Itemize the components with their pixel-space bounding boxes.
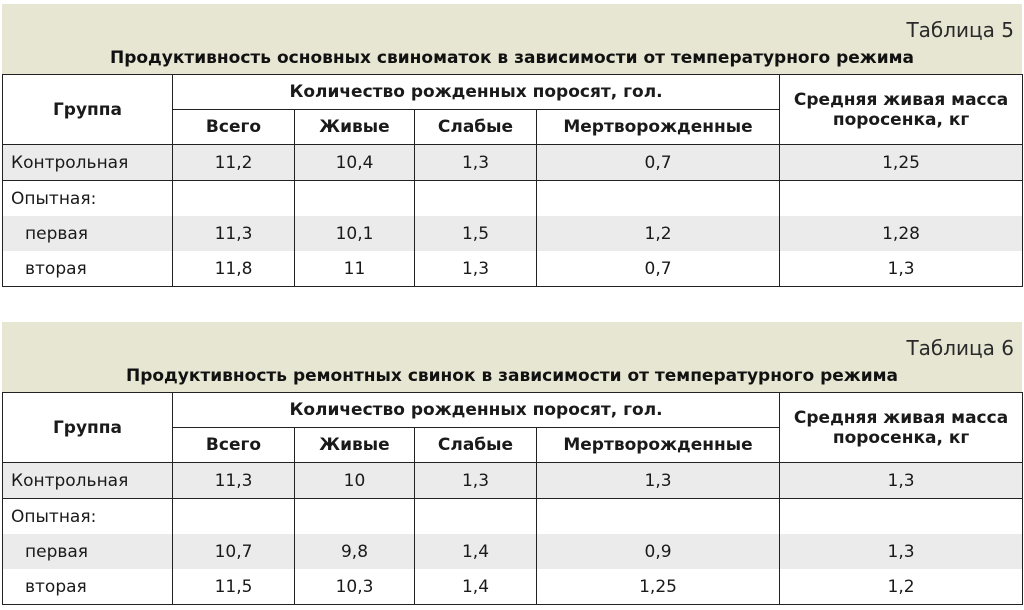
cell-mass bbox=[780, 499, 1023, 535]
cell-weak bbox=[415, 499, 537, 535]
cell-alive: 11 bbox=[295, 251, 415, 287]
table-5-number: Таблица 5 bbox=[906, 18, 1014, 42]
cell-stillborn: 0,7 bbox=[537, 251, 780, 287]
cell-alive: 10 bbox=[295, 463, 415, 499]
cell-alive: 9,8 bbox=[295, 534, 415, 569]
cell-stillborn: 1,2 bbox=[537, 216, 780, 251]
table-row bbox=[3, 499, 1023, 535]
cell-total: 11,5 bbox=[173, 569, 295, 605]
cell-stillborn: 0,7 bbox=[537, 145, 780, 181]
cell-weak: 1,5 bbox=[415, 216, 537, 251]
cell-group: Опытная: bbox=[3, 499, 173, 535]
cell-group: первая bbox=[3, 534, 173, 569]
header-born: Количество рожденных поросят, гол. bbox=[173, 75, 780, 110]
cell-alive bbox=[295, 499, 415, 535]
table-row bbox=[3, 569, 1023, 605]
cell-stillborn: 1,3 bbox=[537, 463, 780, 499]
header-total: Всего bbox=[173, 110, 295, 145]
header-mass: Средняя живая масса поросенка, кг bbox=[780, 393, 1023, 463]
cell-alive: 10,4 bbox=[295, 145, 415, 181]
table-6-block bbox=[2, 322, 1022, 605]
cell-mass: 1,3 bbox=[780, 251, 1023, 287]
cell-weak: 1,4 bbox=[415, 569, 537, 605]
cell-alive bbox=[295, 181, 415, 217]
cell-total bbox=[173, 499, 295, 535]
cell-total: 11,3 bbox=[173, 216, 295, 251]
table-5-caption: Продуктивность основных свиноматок в зависимости от температурного режима bbox=[109, 48, 914, 68]
header-group: Группа bbox=[3, 75, 173, 145]
cell-weak bbox=[415, 181, 537, 217]
table-row bbox=[3, 181, 1023, 217]
cell-group: первая bbox=[3, 216, 173, 251]
table-6-title-band bbox=[2, 322, 1022, 392]
table-row bbox=[3, 534, 1023, 569]
table-row bbox=[3, 463, 1023, 499]
table-6 bbox=[2, 392, 1023, 605]
table-5 bbox=[2, 74, 1023, 287]
header-stillborn: Мертворожденные bbox=[537, 110, 780, 145]
header-weak: Слабые bbox=[415, 110, 537, 145]
header-alive: Живые bbox=[295, 428, 415, 463]
cell-weak: 1,3 bbox=[415, 251, 537, 287]
header-born: Количество рожденных поросят, гол. bbox=[173, 393, 780, 428]
cell-total: 11,8 bbox=[173, 251, 295, 287]
cell-group: вторая bbox=[3, 251, 173, 287]
header-mass: Средняя живая масса поросенка, кг bbox=[780, 75, 1023, 145]
table-row bbox=[3, 145, 1023, 181]
cell-total bbox=[173, 181, 295, 217]
header-weak: Слабые bbox=[415, 428, 537, 463]
cell-group: Опытная: bbox=[3, 181, 173, 217]
cell-alive: 10,3 bbox=[295, 569, 415, 605]
cell-weak: 1,3 bbox=[415, 145, 537, 181]
header-alive: Живые bbox=[295, 110, 415, 145]
cell-mass: 1,2 bbox=[780, 569, 1023, 605]
cell-total: 10,7 bbox=[173, 534, 295, 569]
cell-total: 11,3 bbox=[173, 463, 295, 499]
table-row bbox=[3, 251, 1023, 287]
cell-group: Контрольная bbox=[3, 463, 173, 499]
header-total: Всего bbox=[173, 428, 295, 463]
header-group: Группа bbox=[3, 393, 173, 463]
cell-stillborn: 1,25 bbox=[537, 569, 780, 605]
cell-group: Контрольная bbox=[3, 145, 173, 181]
table-6-number: Таблица 6 bbox=[906, 336, 1014, 360]
cell-stillborn bbox=[537, 181, 780, 217]
header-stillborn: Мертворожденные bbox=[537, 428, 780, 463]
cell-weak: 1,3 bbox=[415, 463, 537, 499]
cell-mass bbox=[780, 181, 1023, 217]
cell-total: 11,2 bbox=[173, 145, 295, 181]
cell-alive: 10,1 bbox=[295, 216, 415, 251]
cell-stillborn bbox=[537, 499, 780, 535]
table-5-block bbox=[2, 4, 1022, 287]
cell-mass: 1,3 bbox=[780, 463, 1023, 499]
cell-mass: 1,3 bbox=[780, 534, 1023, 569]
table-5-title-band bbox=[2, 4, 1022, 74]
cell-mass: 1,25 bbox=[780, 145, 1023, 181]
table-row bbox=[3, 216, 1023, 251]
cell-stillborn: 0,9 bbox=[537, 534, 780, 569]
cell-mass: 1,28 bbox=[780, 216, 1023, 251]
cell-weak: 1,4 bbox=[415, 534, 537, 569]
cell-group: вторая bbox=[3, 569, 173, 605]
table-6-caption: Продуктивность ремонтных свинок в зависимости от температурного режима bbox=[125, 366, 899, 386]
